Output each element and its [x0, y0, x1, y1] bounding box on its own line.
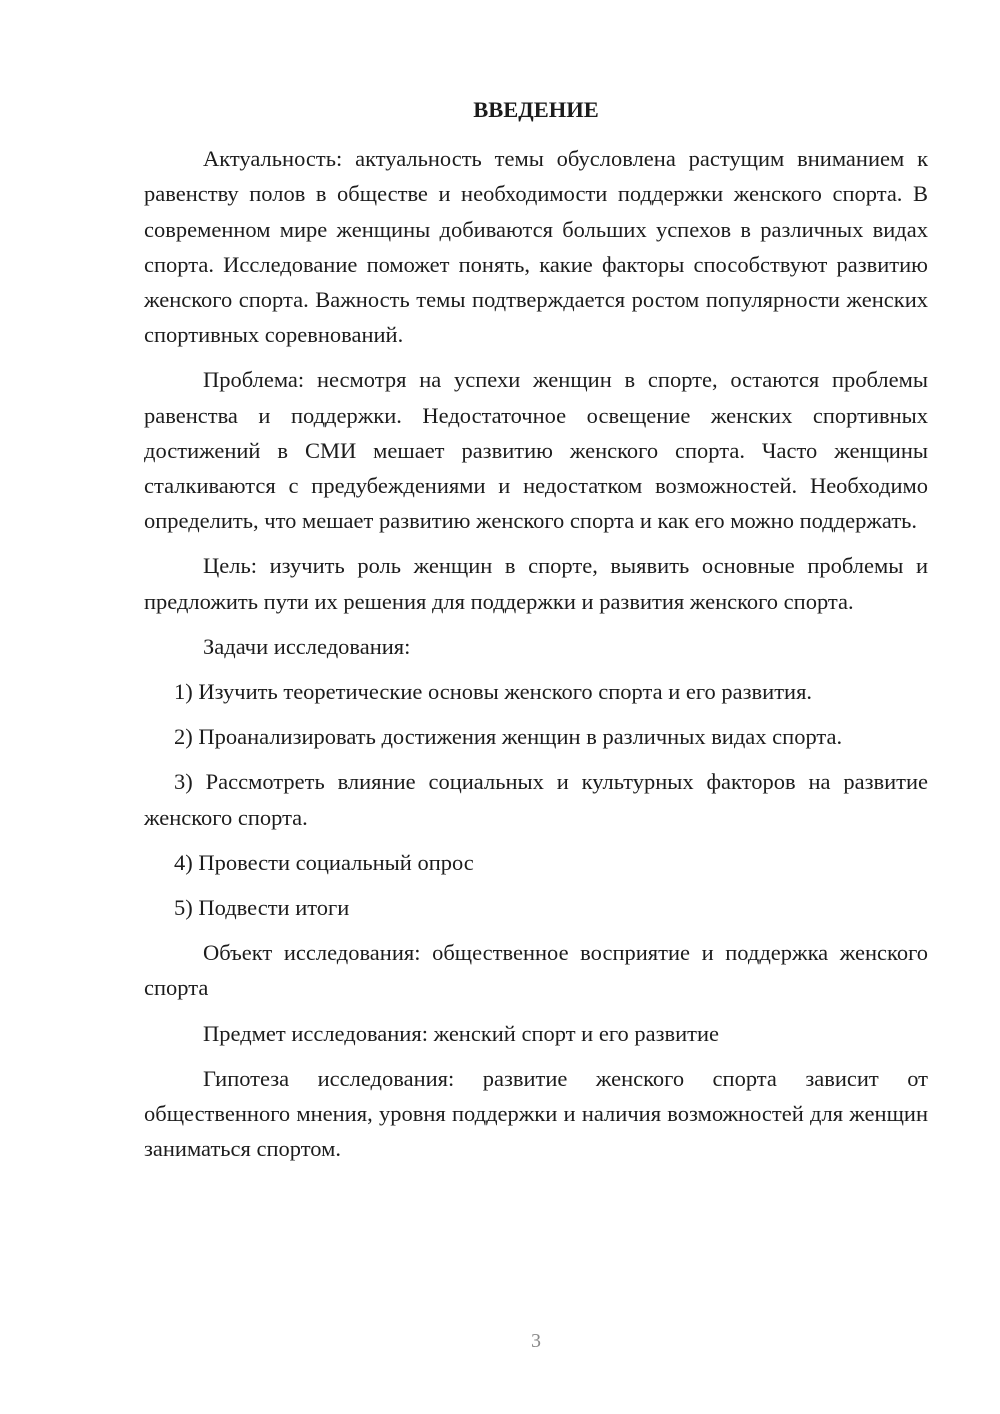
- task-item-2: 2) Проанализировать достижения женщин в различных видах спорта.: [174, 724, 843, 750]
- paragraph-problem: Проблема: несмотря на успехи женщин в спорте, остаются проблемы равенства и поддержки. Недостаточное освещение женских спортивных достижений в СМИ мешает развитию женского спорта. Часто женщины сталкиваются с предубеждениями и недостатком возможностей. Необходимо определить, что мешает развитию женского спорта и как его можно поддержать.: [144, 367, 928, 534]
- paragraph-goal: Цель: изучить роль женщин в спорте, выявить основные проблемы и предложить пути их решения для поддержки и развития женского спорта.: [144, 553, 928, 614]
- paragraph-relevance: Актуальность: актуальность темы обусловлена растущим вниманием к равенству полов в обществе и необходимости поддержки женского спорта. В современном мире женщины добиваются больших успехов в различных видах спорта. Исследование поможет понять, какие факторы способствуют развитию женского спорта. Важность темы подтверждается ростом популярности женских спортивных соревнований.: [144, 146, 928, 348]
- page-title: ВВЕДЕНИЕ: [473, 97, 599, 122]
- task-item-5: 5) Подвести итоги: [174, 895, 350, 921]
- paragraph-subject: Предмет исследования: женский спорт и его развитие: [203, 1020, 720, 1046]
- paragraph-hypothesis: Гипотеза исследования: развитие женского спорта зависит от общественного мнения, уровня поддержки и наличия возможностей для женщин заниматься спортом.: [144, 1065, 928, 1162]
- task-item-3: 3) Рассмотреть влияние социальных и культурных факторов на развитие женского спорта.: [144, 769, 928, 830]
- paragraph-object: Объект исследования: общественное восприятие и поддержка женского спорта: [144, 940, 928, 1001]
- page-content: [144, 92, 928, 1176]
- task-item-4: 4) Провести социальный опрос: [174, 849, 474, 875]
- page-number: 3: [531, 1330, 541, 1352]
- task-item-1: 1) Изучить теоретические основы женского спорта и его развития.: [174, 679, 813, 705]
- tasks-heading: Задачи исследования:: [203, 633, 411, 659]
